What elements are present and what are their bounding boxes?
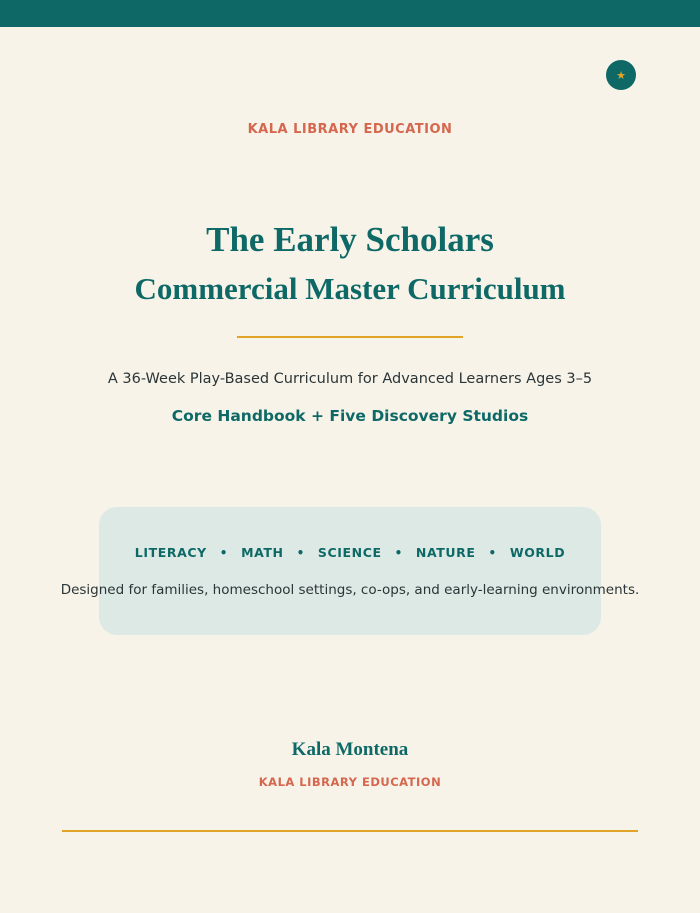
- subject-item: LITERACY: [134, 545, 207, 560]
- separator-dot: •: [296, 545, 305, 560]
- title-line-2: Commercial Master Curriculum: [134, 271, 566, 306]
- subject-item: NATURE: [415, 545, 476, 560]
- subject-item: MATH: [241, 545, 284, 560]
- star-icon: ★: [616, 68, 626, 82]
- audience-description: Designed for families, homeschool settings, co-ops, and early-learning environments.: [60, 582, 640, 598]
- publisher-name-bottom: KALA LIBRARY EDUCATION: [258, 775, 442, 789]
- title-divider: [237, 336, 463, 338]
- separator-dot: •: [394, 545, 403, 560]
- publisher-name-top: KALA LIBRARY EDUCATION: [247, 122, 453, 137]
- subject-item: WORLD: [509, 545, 566, 560]
- top-bar: [0, 0, 700, 27]
- subtitle: A 36-Week Play-Based Curriculum for Advanced Learners Ages 3–5: [107, 371, 593, 387]
- separator-dot: •: [488, 545, 497, 560]
- subjects-list: [0, 545, 700, 560]
- separator-dot: •: [219, 545, 229, 560]
- tagline: Core Handbook + Five Discovery Studios: [171, 407, 529, 425]
- subjects-panel: [99, 507, 601, 635]
- title-line-1: The Early Scholars: [206, 220, 494, 259]
- subject-item: SCIENCE: [317, 545, 382, 560]
- bottom-divider: [62, 830, 638, 832]
- author-name: Kala Montena: [291, 739, 409, 760]
- star-badge: [606, 60, 636, 90]
